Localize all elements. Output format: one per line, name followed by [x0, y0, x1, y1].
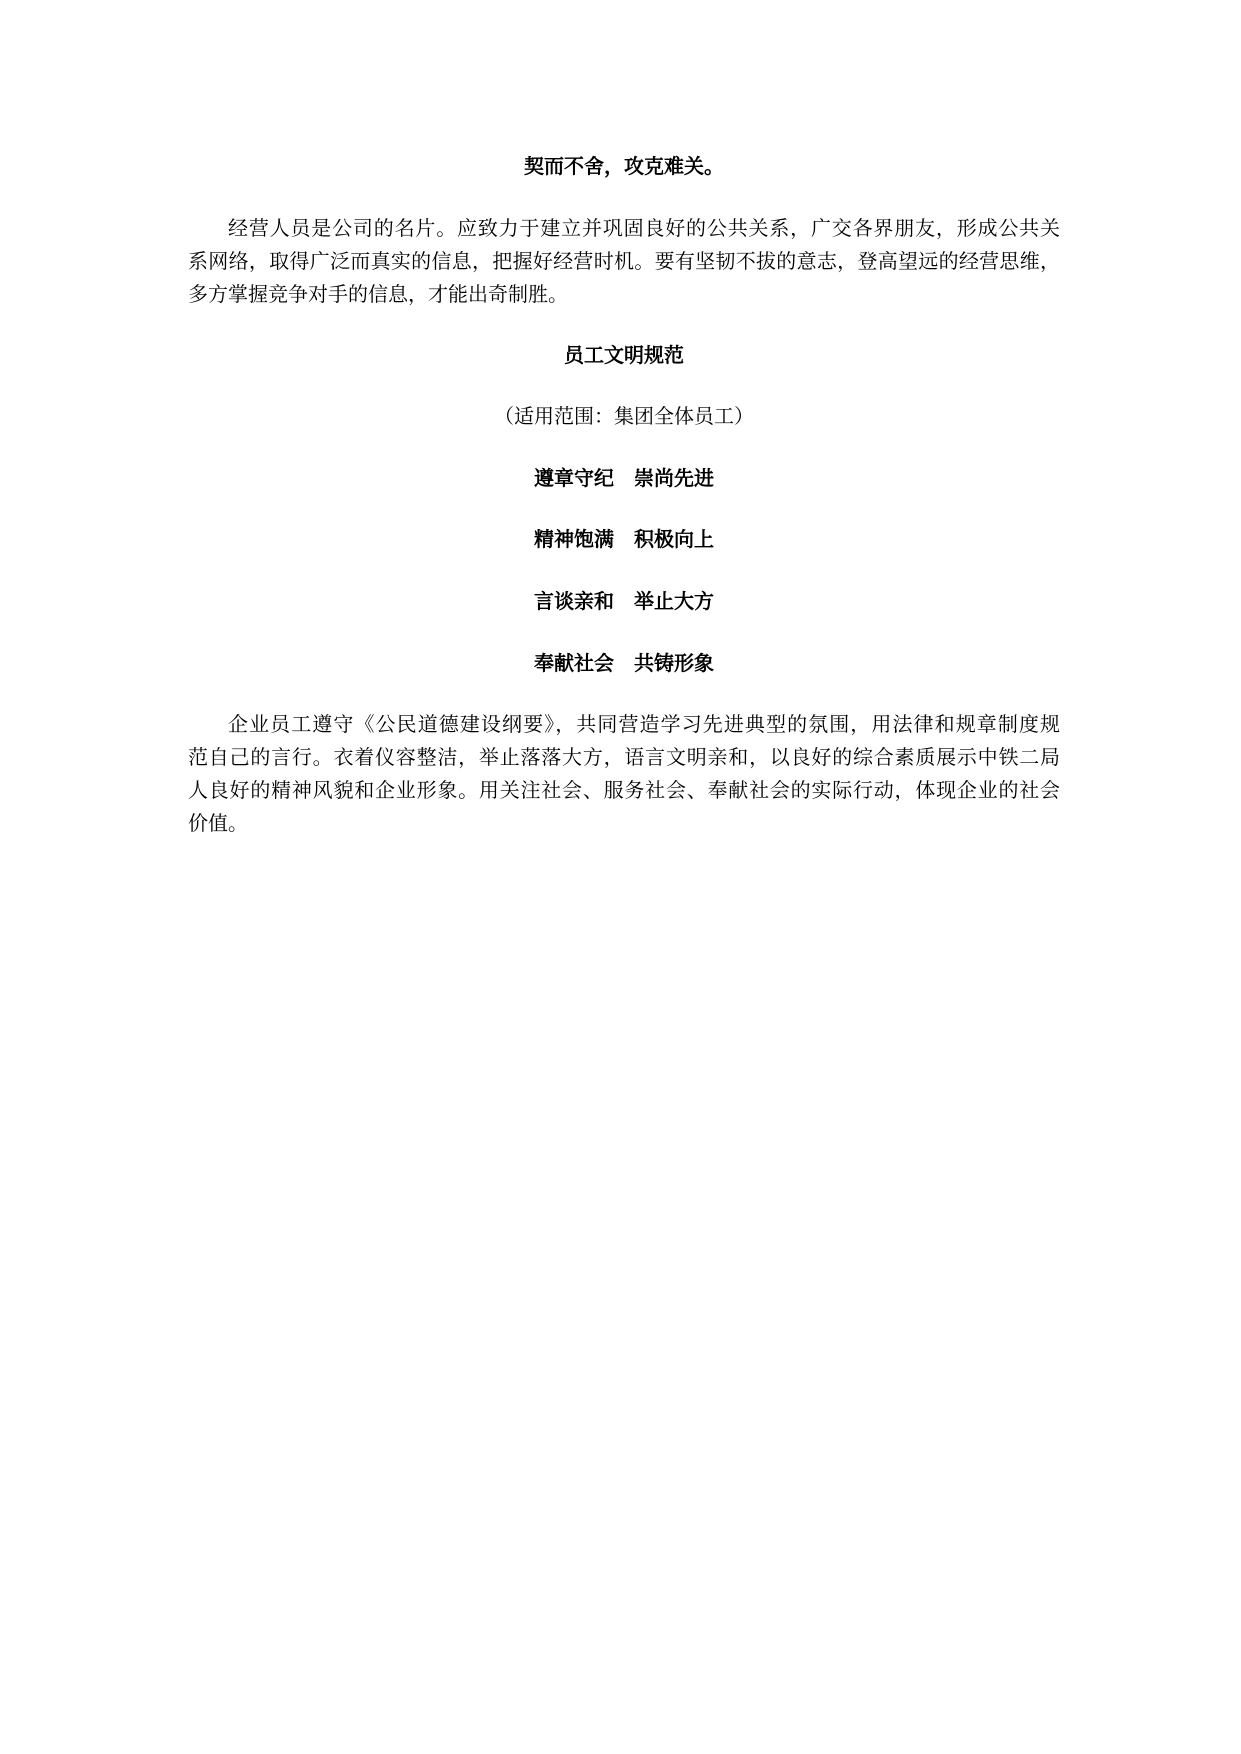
motto-line — [188, 651, 1060, 675]
section-title: 员工文明规范 — [564, 343, 684, 367]
paragraph-line: 经营人员是公司的名片。应致力于建立并巩固良好的公共关系，广交各界朋友，形成公共关 — [228, 216, 1060, 240]
motto-line — [188, 527, 1060, 551]
paragraph-employee-conduct — [188, 708, 1060, 840]
motto-left: 言谈亲和 — [534, 589, 614, 613]
paragraph-line: 范自己的言行。衣着仪容整洁，举止落落大方，语言文明亲和，以良好的综合素质展示中铁二局 — [188, 745, 1060, 769]
motto-left: 精神饱满 — [534, 527, 614, 551]
motto-right: 崇尚先进 — [634, 466, 714, 490]
paragraph-line: 多方掌握竞争对手的信息，才能出奇制胜。 — [188, 282, 568, 306]
motto-left: 遵章守纪 — [534, 466, 614, 490]
motto-right: 举止大方 — [634, 589, 714, 613]
paragraph-line: 人良好的精神风貌和企业形象。用关注社会、服务社会、奉献社会的实际行动，体现企业的社会 — [188, 778, 1060, 802]
heading-persistence: 契而不舍，攻克难关。 — [524, 154, 724, 178]
scope-note: （适用范围：集团全体员工） — [494, 404, 754, 428]
paragraph-business-staff — [188, 212, 1060, 311]
motto-line — [188, 466, 1060, 490]
motto-line — [188, 589, 1060, 613]
paragraph-line: 价值。 — [188, 811, 248, 835]
motto-left: 奉献社会 — [534, 651, 614, 675]
paragraph-line: 企业员工遵守《公民道德建设纲要》，共同营造学习先进典型的氛围，用法律和规章制度规 — [228, 712, 1060, 736]
motto-right: 共铸形象 — [634, 651, 714, 675]
paragraph-line: 系网络，取得广泛而真实的信息，把握好经营时机。要有坚韧不拔的意志，登高望远的经营思维， — [188, 249, 1060, 273]
motto-right: 积极向上 — [634, 527, 714, 551]
